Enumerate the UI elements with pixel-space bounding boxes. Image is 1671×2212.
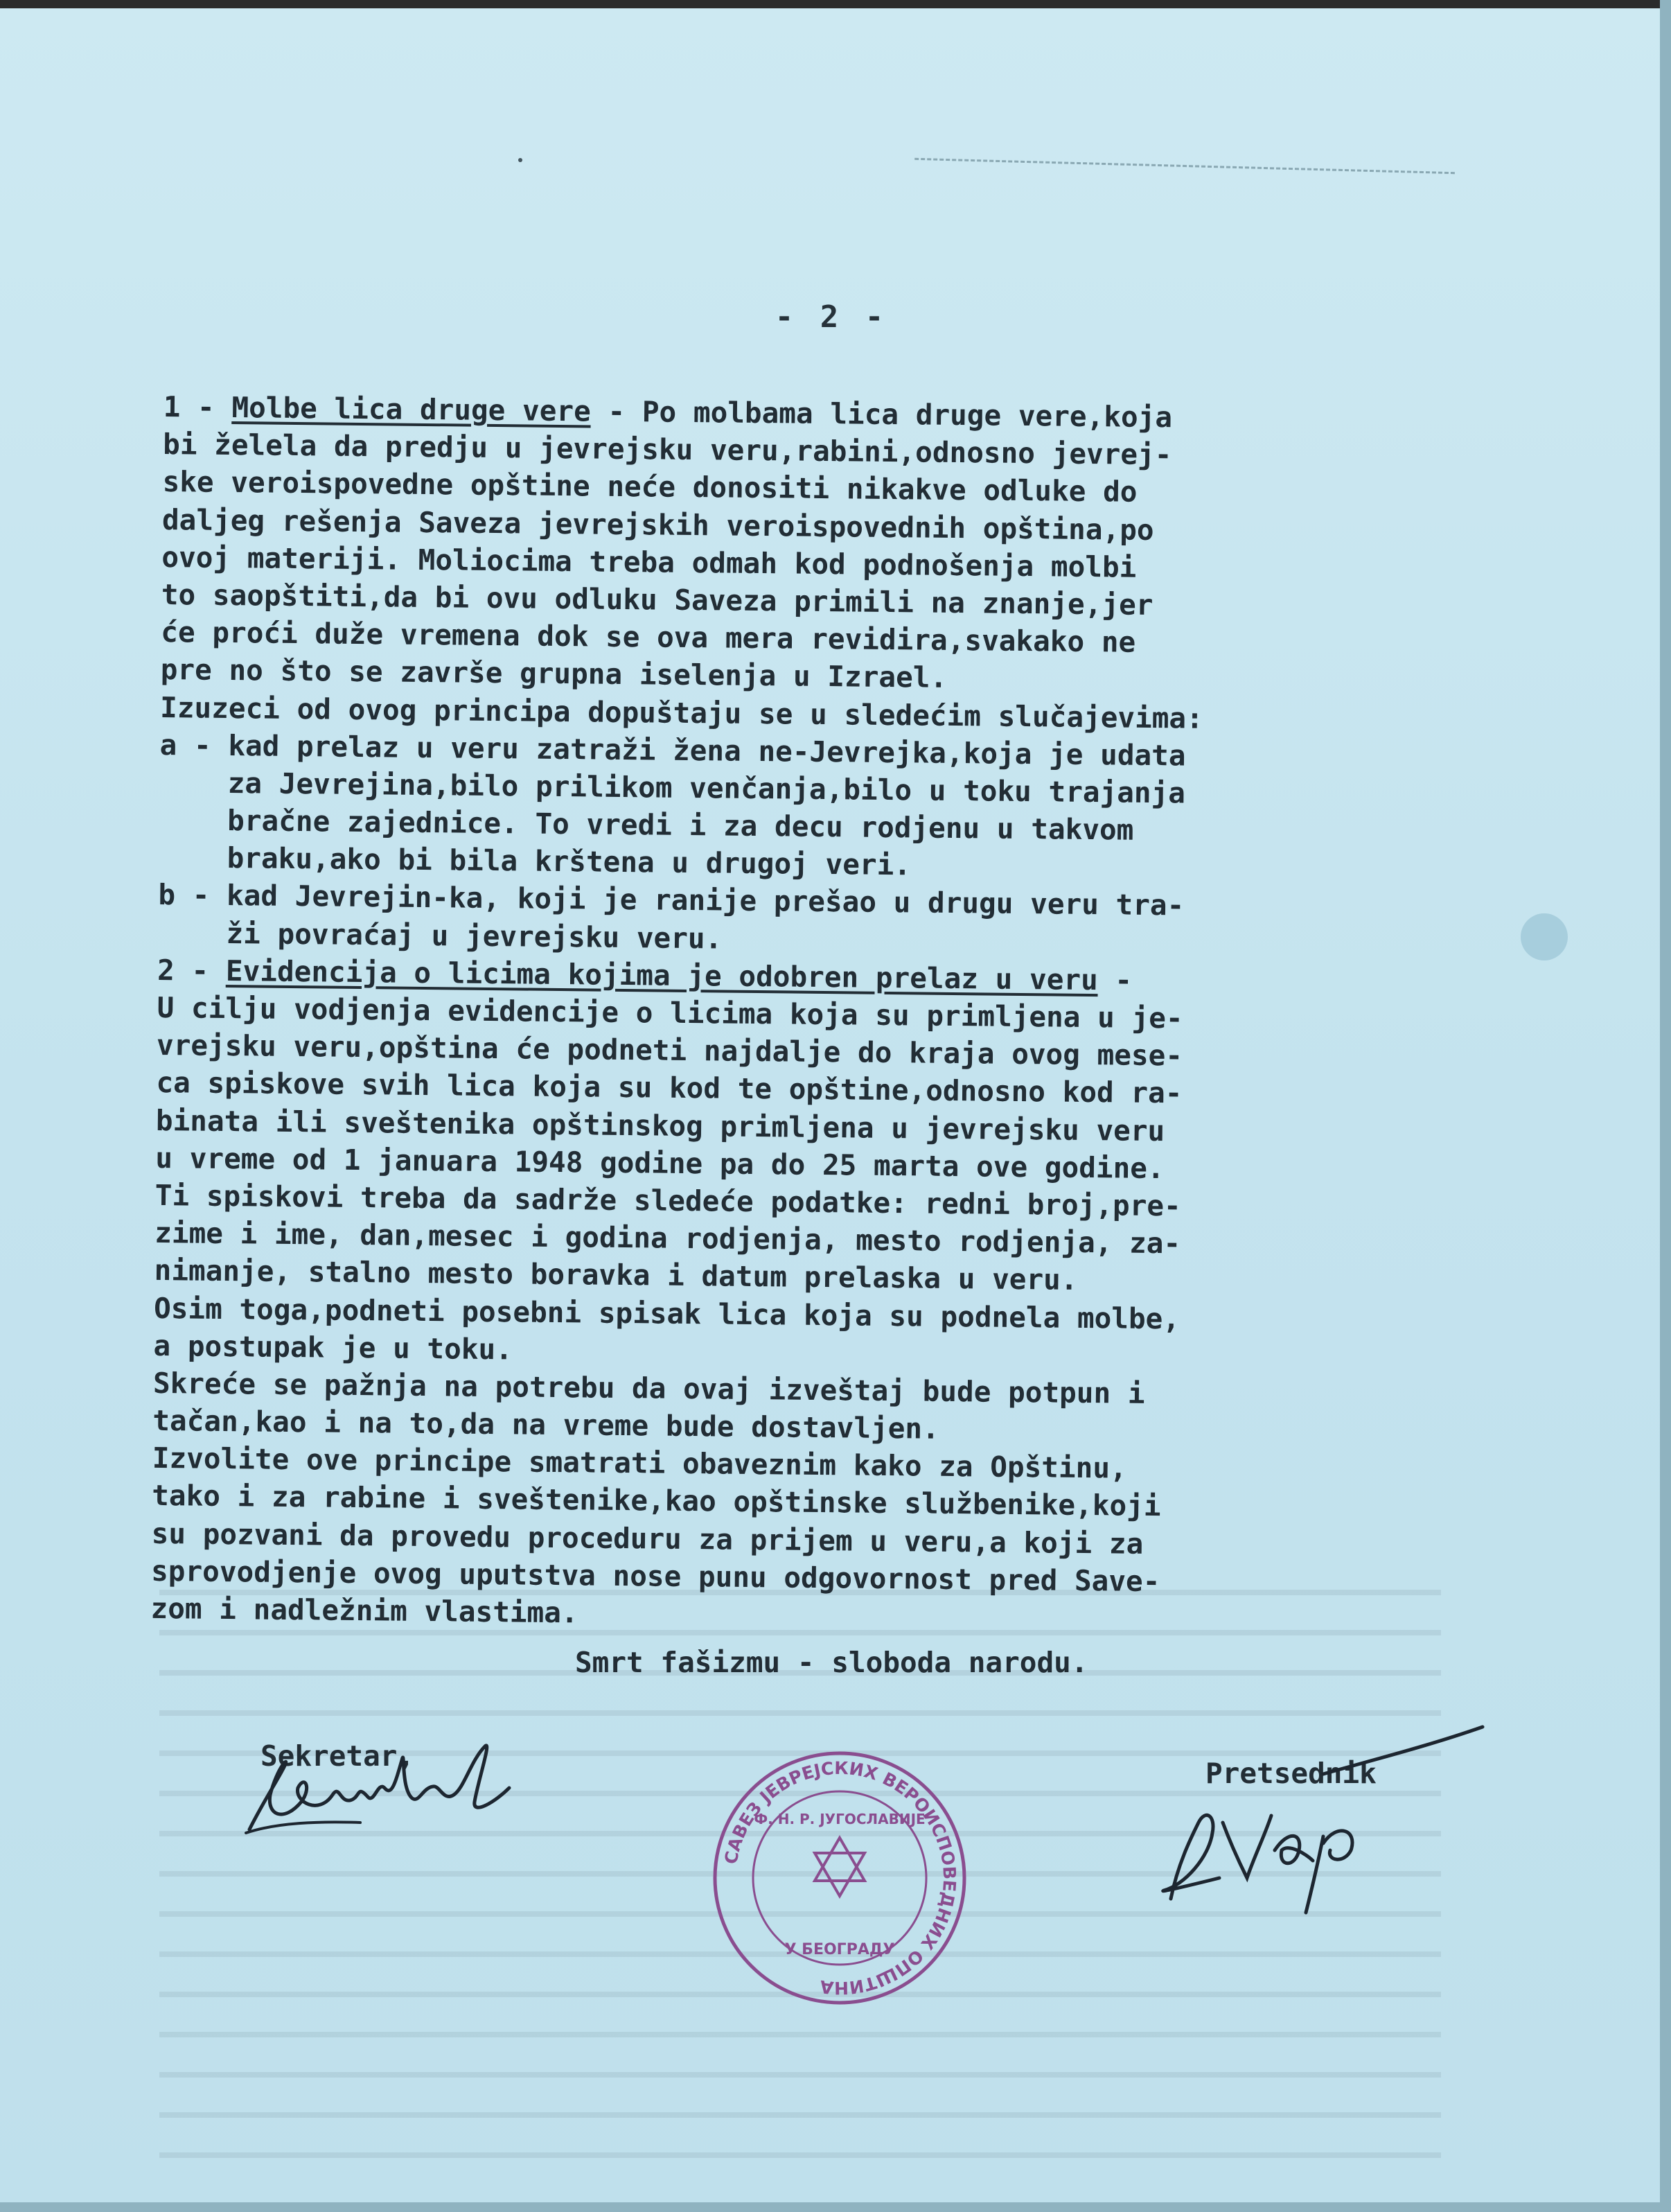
- line-text: daljeg rešenja Saveza jevrejskih veroispovednih opština,po: [161, 502, 1154, 547]
- page-number: - 2 -: [775, 299, 888, 335]
- letter-body: [150, 388, 1431, 1640]
- line-text: ske veroispovedne opštine neće donositi nikakve odluke do: [162, 465, 1138, 509]
- line-text: -: [1097, 963, 1133, 997]
- line-text: Osim toga,podneti posebni spisak lica koja su podnela molbe,: [153, 1291, 1181, 1335]
- line-text: sprovodjenje ovog uputstva nose punu odgovornost pred Save-: [150, 1554, 1160, 1598]
- stamp-middle-text: Ф. Н. Р. ЈУГОСЛАВИЈЕ: [754, 1811, 926, 1827]
- line-text: zime i ime, dan,mesec i godina rodjenja, mesto rodjenja, za-: [154, 1216, 1181, 1261]
- president-signature: [1150, 1712, 1496, 1920]
- organization-stamp: [708, 1746, 971, 2010]
- paper-smudge: [1521, 913, 1568, 960]
- line-text: bi želela da predju u jevrejsku veru,rabini,odnosno jevrej-: [162, 428, 1172, 472]
- line-text: Izvolite ove principe smatrati obaveznim kako za Opštinu,: [152, 1441, 1128, 1485]
- line-text: tako i za rabine i sveštenike,kao opštinske službenike,koji: [152, 1479, 1161, 1523]
- stamp-ring-text: САВЕЗ ЈЕВРЕЈСКИХ ВЕРОИСПОВЕДНИХ ОПШТИНА: [720, 1757, 960, 1999]
- line-text: zom i nadležnim vlastima.: [150, 1591, 578, 1630]
- line-text: ovoj materiji. Moliocima treba odmah kod podnošenja molbi: [161, 540, 1137, 584]
- section-number: 2 -: [157, 953, 227, 988]
- line-text: će proći duže vremena dok se ova mera revidira,svakako ne: [161, 615, 1136, 659]
- pencil-dash-mark: [914, 158, 1455, 177]
- section-heading: Evidencija o licima kojima je odobren prelaz u veru: [225, 954, 1099, 997]
- line-text: Skreće se pažnja na potrebu da ovaj izveštaj bude potpun i: [152, 1366, 1145, 1410]
- line-text: ži povraćaj u jevrejsku veru.: [157, 915, 723, 956]
- secretary-signature: [236, 1719, 527, 1850]
- line-text: za Jevrejina,bilo prilikom venčanja,bilo u toku trajanja: [159, 765, 1186, 810]
- line-text: U cilju vodjenja evidencije o licima koja su primljena u je-: [157, 990, 1183, 1035]
- president-label: Pretsednik: [1205, 1757, 1377, 1790]
- line-text: - Po molbama lica druge vere,koja: [590, 394, 1173, 434]
- section-heading: Molbe lica druge vere: [231, 391, 592, 428]
- scan-edge-top: [0, 0, 1671, 8]
- line-text: vrejsku veru,opština će podneti najdalje do kraja ovog mese-: [156, 1028, 1183, 1073]
- line-text: to saopštiti,da bi ovu odluku Saveza primili na znanje,jer: [161, 577, 1153, 622]
- line-text: u vreme od 1 januara 1948 godine pa do 25 marta ove godine.: [155, 1141, 1165, 1185]
- scan-edge-right: [1660, 0, 1671, 2212]
- line-text: Ti spiskovi treba da sadrže sledeće podatke: redni broj,pre-: [154, 1178, 1182, 1223]
- section-number: 1 -: [163, 389, 232, 425]
- line-text: nimanje, stalno mesto boravka i datum prelaska u veru.: [154, 1254, 1078, 1297]
- line-text: tačan,kao i na to,da na vreme bude dostavljen.: [152, 1403, 940, 1446]
- line-text: ca spiskove svih lica koja su kod te opštine,odnosno kod ra-: [156, 1066, 1183, 1110]
- stamp-bottom-text: У БЕОГРАДУ: [784, 1941, 895, 1958]
- secretary-label: Sekretar,: [260, 1739, 415, 1773]
- line-text: a - kad prelaz u veru zatraži žena ne-Jevrejka,koja je udata: [159, 728, 1186, 773]
- line-text: braku,ako bi bila krštena u drugoj veri.: [158, 841, 912, 882]
- line-text: a postupak je u toku.: [153, 1328, 513, 1367]
- line-text: b - kad Jevrejin-ka, koji je ranije prešao u drugu veru tra-: [158, 878, 1185, 922]
- scan-edge-bottom: [0, 2202, 1671, 2212]
- ink-dot: [518, 158, 522, 162]
- line-text: pre no što se završe grupna iselenja u Izrael.: [160, 653, 948, 695]
- closing-salutation: Smrt fašizmu - sloboda narodu.: [575, 1646, 1088, 1679]
- line-text: su pozvani da provedu proceduru za prijem u veru,a koji za: [151, 1516, 1144, 1561]
- line-text: bračne zajednice. To vredi i za decu rodjenu u takvom: [159, 803, 1134, 847]
- line-text: binata ili sveštenika opštinskog primljena u jevrejsku veru: [155, 1103, 1165, 1148]
- line-text: Izuzeci od ovog principa dopuštaju se u sledećim slučajevima:: [159, 690, 1204, 735]
